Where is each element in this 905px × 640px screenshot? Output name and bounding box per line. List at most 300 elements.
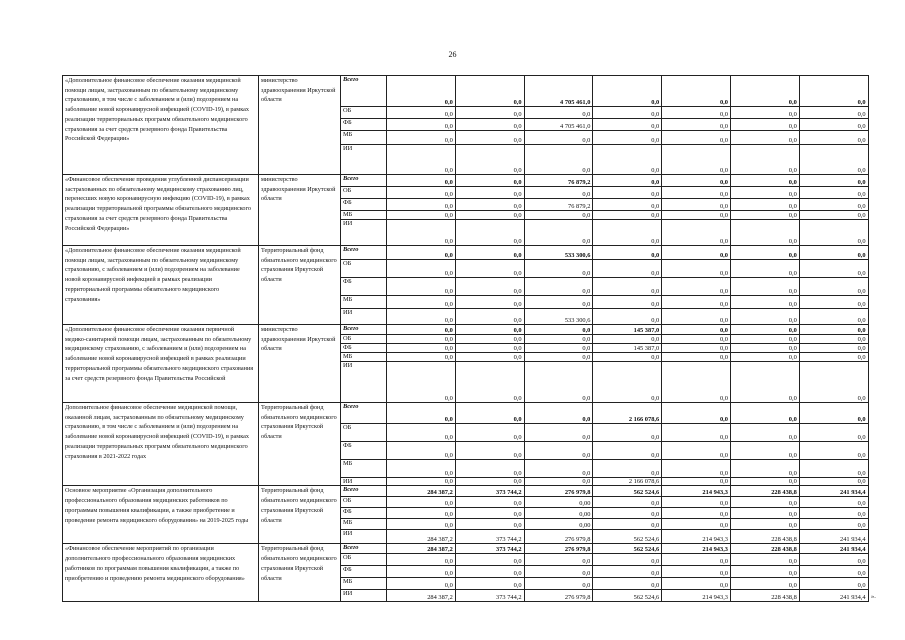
amount-cell: 241 934,4 — [799, 544, 868, 554]
amount-cell: 0,0 — [799, 335, 868, 344]
responsible-executor: Территориальный фонд обязательного медицинского страхования Иркутской области — [259, 486, 341, 544]
amount-cell: 0,0 — [593, 131, 662, 145]
amount-cell: 0,0 — [593, 260, 662, 278]
amount-cell: 0,0 — [387, 107, 456, 119]
amount-cell: 0,0 — [387, 554, 456, 566]
amount-cell: 0,0 — [593, 145, 662, 175]
amount-cell: 228 438,8 — [730, 530, 799, 544]
amount-cell: 214 943,3 — [662, 590, 731, 602]
amount-cell: 0,0 — [799, 107, 868, 119]
amount-cell: 0,0 — [455, 325, 524, 335]
amount-cell: 0,0 — [455, 508, 524, 519]
amount-cell: 0,0 — [387, 442, 456, 460]
amount-cell: 0,0 — [730, 211, 799, 220]
amount-cell: 0,0 — [730, 519, 799, 530]
amount-cell: 0,0 — [593, 578, 662, 590]
amount-cell: 0,0 — [662, 566, 731, 578]
amount-cell: 241 934,4 — [799, 590, 868, 602]
amount-cell: 0,0 — [455, 278, 524, 296]
amount-cell: 214 943,3 — [662, 530, 731, 544]
amount-cell: 0,0 — [799, 260, 868, 278]
amount-cell: 0,0 — [799, 246, 868, 260]
amount-cell: 0,0 — [730, 278, 799, 296]
amount-cell: 0,0 — [387, 460, 456, 478]
amount-cell: 0,0 — [387, 519, 456, 530]
amount-cell: 2 166 078,6 — [593, 478, 662, 486]
amount-cell: 276 979,8 — [524, 530, 593, 544]
amount-cell: 0,0 — [455, 424, 524, 442]
amount-cell: 0,0 — [524, 478, 593, 486]
funding-source-label: ФБ — [341, 566, 387, 578]
amount-cell: 0,0 — [730, 424, 799, 442]
amount-cell: 0,0 — [593, 353, 662, 362]
responsible-executor: Территориальный фонд обязательного медицинского страхования Иркутской области — [259, 403, 341, 486]
amount-cell: 0,0 — [387, 220, 456, 246]
amount-cell: 0,0 — [799, 508, 868, 519]
amount-cell: 0,0 — [799, 199, 868, 211]
amount-cell: 0,0 — [387, 296, 456, 309]
amount-cell: 0,0 — [730, 508, 799, 519]
funding-source-label: ИИ — [341, 145, 387, 175]
funding-source-label: МБ — [341, 211, 387, 220]
amount-cell: 0,0 — [387, 578, 456, 590]
activity-description: «Финансовое обеспечение проведения углубленной диспансеризации застрахованных по обязательному медицинскому страхованию лиц, перенесших новую коронавирусную инфекцию (COVID-19), в рамках реализации территориальной программы обязательного медицинского страхования за счет средств резервного фонда Правительства Российской Федерации» — [63, 175, 259, 246]
amount-cell: 373 744,2 — [455, 590, 524, 602]
amount-cell: 0,0 — [662, 246, 731, 260]
amount-cell: 0,0 — [730, 578, 799, 590]
funding-source-label: Всего — [341, 246, 387, 260]
amount-cell: 0,0 — [593, 335, 662, 344]
amount-cell: 0,0 — [593, 107, 662, 119]
amount-cell: 0,0 — [524, 353, 593, 362]
amount-cell: 0,0 — [387, 131, 456, 145]
funding-source-label: ИИ — [341, 309, 387, 325]
funding-source-label: ОБ — [341, 107, 387, 119]
amount-cell: 0,00 — [524, 508, 593, 519]
amount-cell: 0,0 — [730, 107, 799, 119]
table-row — [63, 246, 869, 260]
amount-cell: 284 387,2 — [387, 590, 456, 602]
amount-cell: 0,0 — [455, 175, 524, 187]
amount-cell: 0,0 — [730, 246, 799, 260]
amount-cell: 0,0 — [799, 145, 868, 175]
funding-source-label: ОБ — [341, 335, 387, 344]
amount-cell: 0,0 — [387, 325, 456, 335]
amount-cell: 0,0 — [387, 175, 456, 187]
funding-source-label: ИИ — [341, 530, 387, 544]
amount-cell: 0,0 — [455, 246, 524, 260]
amount-cell: 0,0 — [662, 119, 731, 131]
amount-cell: 0,0 — [730, 554, 799, 566]
amount-cell: 0,0 — [730, 131, 799, 145]
amount-cell: 0,0 — [593, 211, 662, 220]
amount-cell: 0,0 — [387, 278, 456, 296]
amount-cell: 0,0 — [455, 353, 524, 362]
amount-cell: 0,0 — [387, 403, 456, 424]
amount-cell: 0,0 — [593, 76, 662, 107]
amount-cell: 0,0 — [662, 442, 731, 460]
amount-cell: 0,0 — [387, 344, 456, 353]
funding-source-label: МБ — [341, 353, 387, 362]
amount-cell: 0,0 — [524, 442, 593, 460]
amount-cell: 228 438,8 — [730, 544, 799, 554]
funding-source-label: ИИ — [341, 590, 387, 602]
amount-cell: 214 943,3 — [662, 486, 731, 497]
amount-cell: 0,0 — [799, 278, 868, 296]
amount-cell: 0,0 — [799, 497, 868, 508]
amount-cell: 0,0 — [387, 246, 456, 260]
amount-cell: 0,0 — [524, 211, 593, 220]
amount-cell: 0,0 — [799, 187, 868, 199]
amount-cell: 0,0 — [730, 497, 799, 508]
amount-cell: 0,0 — [455, 220, 524, 246]
amount-cell: 214 943,3 — [662, 544, 731, 554]
amount-cell: 0,0 — [455, 145, 524, 175]
amount-cell: 0,0 — [730, 296, 799, 309]
amount-cell: 0,0 — [455, 187, 524, 199]
funding-source-label: Всего — [341, 486, 387, 497]
activity-description: Основное мероприятие «Организация дополнительного профессионального образования медицинских работников по программам повышения квалификации, а также приобретение и проведение ремонта медицинского оборудования» на 2019-2025 годы — [63, 486, 259, 544]
amount-cell: 0,0 — [387, 211, 456, 220]
amount-cell: 0,0 — [524, 460, 593, 478]
amount-cell: 0,0 — [593, 220, 662, 246]
amount-cell: 0,0 — [730, 403, 799, 424]
amount-cell: 0,00 — [524, 497, 593, 508]
amount-cell: 0,0 — [593, 175, 662, 187]
funding-source-label: Всего — [341, 325, 387, 335]
amount-cell: 2 166 078,6 — [593, 403, 662, 424]
amount-cell: 0,0 — [524, 566, 593, 578]
amount-cell: 4 705 461,0 — [524, 76, 593, 107]
amount-cell: 0,0 — [455, 442, 524, 460]
amount-cell: 0,0 — [593, 296, 662, 309]
amount-cell: 0,0 — [730, 175, 799, 187]
amount-cell: 0,0 — [662, 362, 731, 403]
amount-cell: 0,0 — [799, 442, 868, 460]
amount-cell: 0,0 — [662, 344, 731, 353]
amount-cell: 0,0 — [799, 519, 868, 530]
closing-quote-mark: ». — [871, 593, 876, 600]
amount-cell: 0,0 — [593, 519, 662, 530]
amount-cell: 0,0 — [799, 76, 868, 107]
funding-source-label: ФБ — [341, 119, 387, 131]
amount-cell: 0,0 — [662, 478, 731, 486]
table-row — [63, 403, 869, 424]
amount-cell: 0,0 — [593, 460, 662, 478]
amount-cell: 0,0 — [524, 296, 593, 309]
amount-cell: 0,0 — [799, 131, 868, 145]
amount-cell: 0,0 — [387, 508, 456, 519]
amount-cell: 0,0 — [662, 325, 731, 335]
amount-cell: 0,0 — [455, 460, 524, 478]
funding-source-label: МБ — [341, 460, 387, 478]
funding-source-label: ФБ — [341, 344, 387, 353]
amount-cell: 0,0 — [524, 554, 593, 566]
amount-cell: 0,0 — [455, 403, 524, 424]
amount-cell: 0,0 — [730, 566, 799, 578]
amount-cell: 76 879,2 — [524, 175, 593, 187]
amount-cell: 0,0 — [593, 119, 662, 131]
amount-cell: 0,0 — [662, 424, 731, 442]
funding-source-label: ОБ — [341, 424, 387, 442]
amount-cell: 0,0 — [662, 187, 731, 199]
funding-source-label: МБ — [341, 519, 387, 530]
funding-source-label: ОБ — [341, 554, 387, 566]
funding-source-label: Всего — [341, 544, 387, 554]
amount-cell: 0,0 — [387, 145, 456, 175]
amount-cell: 0,0 — [799, 566, 868, 578]
amount-cell: 0,0 — [799, 403, 868, 424]
amount-cell: 0,0 — [730, 335, 799, 344]
amount-cell: 0,0 — [455, 211, 524, 220]
amount-cell: 0,0 — [524, 187, 593, 199]
amount-cell: 0,0 — [799, 424, 868, 442]
amount-cell: 0,0 — [730, 220, 799, 246]
responsible-executor: министерство здравоохранения Иркутской области — [259, 175, 341, 246]
amount-cell: 0,0 — [455, 309, 524, 325]
amount-cell: 0,0 — [593, 566, 662, 578]
amount-cell: 0,0 — [730, 344, 799, 353]
funding-source-label: ИИ — [341, 478, 387, 486]
amount-cell: 0,0 — [524, 325, 593, 335]
amount-cell: 0,0 — [524, 403, 593, 424]
amount-cell: 284 387,2 — [387, 486, 456, 497]
amount-cell: 0,0 — [730, 478, 799, 486]
amount-cell: 0,0 — [662, 554, 731, 566]
funding-source-label: ОБ — [341, 497, 387, 508]
amount-cell: 0,0 — [799, 554, 868, 566]
amount-cell: 0,00 — [524, 519, 593, 530]
amount-cell: 0,0 — [662, 107, 731, 119]
amount-cell: 0,0 — [387, 335, 456, 344]
amount-cell: 284 387,2 — [387, 544, 456, 554]
amount-cell: 0,0 — [662, 278, 731, 296]
amount-cell: 0,0 — [387, 76, 456, 107]
amount-cell: 0,0 — [455, 260, 524, 278]
amount-cell: 0,0 — [662, 353, 731, 362]
amount-cell: 228 438,8 — [730, 486, 799, 497]
amount-cell: 0,0 — [593, 424, 662, 442]
amount-cell: 0,0 — [662, 497, 731, 508]
funding-source-label: ФБ — [341, 199, 387, 211]
amount-cell: 4 705 461,0 — [524, 119, 593, 131]
amount-cell: 0,0 — [662, 519, 731, 530]
amount-cell: 0,0 — [455, 362, 524, 403]
amount-cell: 0,0 — [593, 497, 662, 508]
amount-cell: 0,0 — [524, 335, 593, 344]
amount-cell: 0,0 — [593, 187, 662, 199]
amount-cell: 0,0 — [455, 344, 524, 353]
amount-cell: 0,0 — [662, 403, 731, 424]
amount-cell: 0,0 — [593, 309, 662, 325]
amount-cell: 0,0 — [387, 260, 456, 278]
amount-cell: 0,0 — [730, 145, 799, 175]
amount-cell: 0,0 — [455, 296, 524, 309]
amount-cell: 0,0 — [387, 353, 456, 362]
table-row — [63, 544, 869, 554]
amount-cell: 0,0 — [730, 260, 799, 278]
amount-cell: 0,0 — [524, 220, 593, 246]
amount-cell: 0,0 — [799, 119, 868, 131]
amount-cell: 0,0 — [524, 344, 593, 353]
amount-cell: 0,0 — [524, 578, 593, 590]
activity-description: Дополнительное финансовое обеспечение медицинской помощи, оказанной лицам, застрахованным по обязательному медицинскому страхованию, в том числе с заболеванием и (или) подозрением на заболевание новой коронавирусной инфекцией (COVID-19), в рамках реализации территориальных программ обязательного медицинского страхования в 2021-2022 годах — [63, 403, 259, 486]
table-row — [63, 76, 869, 107]
amount-cell: 0,0 — [387, 119, 456, 131]
amount-cell: 373 744,2 — [455, 544, 524, 554]
amount-cell: 145 387,0 — [593, 325, 662, 335]
amount-cell: 0,0 — [662, 296, 731, 309]
amount-cell: 0,0 — [799, 220, 868, 246]
amount-cell: 0,0 — [455, 107, 524, 119]
amount-cell: 0,0 — [662, 175, 731, 187]
amount-cell: 0,0 — [730, 353, 799, 362]
amount-cell: 0,0 — [524, 260, 593, 278]
amount-cell: 562 524,6 — [593, 544, 662, 554]
activity-description: «Дополнительное финансовое обеспечение оказания медицинской помощи лицам, застрахованным по обязательному медицинскому страхованию, с заболеванием и (или) подозрением на заболевание новой коронавирусной инфекцией в рамках реализации территориальной программы обязательного медицинского страхования» — [63, 246, 259, 325]
amount-cell: 0,0 — [730, 76, 799, 107]
amount-cell: 0,0 — [455, 335, 524, 344]
amount-cell: 0,0 — [593, 278, 662, 296]
funding-source-label: ФБ — [341, 278, 387, 296]
amount-cell: 0,0 — [662, 76, 731, 107]
amount-cell: 0,0 — [455, 131, 524, 145]
funding-source-label: Всего — [341, 76, 387, 107]
amount-cell: 0,0 — [799, 175, 868, 187]
amount-cell: 0,0 — [662, 131, 731, 145]
amount-cell: 0,0 — [730, 309, 799, 325]
amount-cell: 0,0 — [662, 309, 731, 325]
amount-cell: 0,0 — [730, 187, 799, 199]
funding-source-label: ФБ — [341, 442, 387, 460]
amount-cell: 0,0 — [799, 296, 868, 309]
amount-cell: 0,0 — [730, 325, 799, 335]
funding-source-label: МБ — [341, 296, 387, 309]
amount-cell: 0,0 — [524, 107, 593, 119]
amount-cell: 0,0 — [662, 211, 731, 220]
amount-cell: 0,0 — [593, 508, 662, 519]
amount-cell: 0,0 — [799, 211, 868, 220]
amount-cell: 241 934,4 — [799, 486, 868, 497]
amount-cell: 0,0 — [799, 460, 868, 478]
amount-cell: 0,0 — [799, 325, 868, 335]
amount-cell: 373 744,2 — [455, 530, 524, 544]
amount-cell: 0,0 — [455, 578, 524, 590]
amount-cell: 0,0 — [799, 309, 868, 325]
amount-cell: 0,0 — [662, 508, 731, 519]
responsible-executor: министерство здравоохранения Иркутской области — [259, 325, 341, 403]
amount-cell: 0,0 — [593, 199, 662, 211]
amount-cell: 0,0 — [593, 246, 662, 260]
amount-cell: 562 524,6 — [593, 530, 662, 544]
amount-cell: 0,0 — [455, 554, 524, 566]
amount-cell: 0,0 — [730, 460, 799, 478]
amount-cell: 0,0 — [455, 478, 524, 486]
amount-cell: 0,0 — [662, 335, 731, 344]
funding-source-label: ИИ — [341, 220, 387, 246]
amount-cell: 284 387,2 — [387, 530, 456, 544]
amount-cell: 0,0 — [730, 119, 799, 131]
amount-cell: 0,0 — [730, 442, 799, 460]
amount-cell: 0,0 — [593, 442, 662, 460]
amount-cell: 533 300,6 — [524, 309, 593, 325]
amount-cell: 0,0 — [799, 344, 868, 353]
activity-description: «Финансовое обеспечение мероприятий по организации дополнительного профессионального образования медицинских работников по программам повышения квалификации, а также по приобретению и проведению ремонта медицинского оборудования» — [63, 544, 259, 602]
amount-cell: 0,0 — [593, 362, 662, 403]
page-number: 26 — [448, 50, 457, 59]
funding-source-label: ОБ — [341, 187, 387, 199]
amount-cell: 533 300,6 — [524, 246, 593, 260]
amount-cell: 228 438,8 — [730, 590, 799, 602]
amount-cell: 0,0 — [387, 478, 456, 486]
amount-cell: 0,0 — [455, 76, 524, 107]
activity-description: «Дополнительное финансовое обеспечение оказания медицинской помощи лицам, застрахованным по обязательному медицинскому страхованию, в том числе с заболеванием и (или) подозрением на заболевание новой коронавирусной инфекцией (COVID-19), в рамках реализации территориальных программ обязательного медицинского страхования за счет средств резервного фонда Правительства Российской Федерации» — [63, 76, 259, 175]
amount-cell: 0,0 — [662, 578, 731, 590]
amount-cell: 0,0 — [799, 353, 868, 362]
amount-cell: 276 979,8 — [524, 486, 593, 497]
amount-cell: 0,0 — [387, 362, 456, 403]
amount-cell: 0,0 — [455, 566, 524, 578]
amount-cell: 0,0 — [730, 199, 799, 211]
activity-description: «Дополнительное финансовое обеспечение оказания первичной медико-санитарной помощи лицам, застрахованным по обязательному медицинскому страхованию, с заболеванием и (или) подозрением на заболевание новой коронавирусной инфекцией в рамках реализации территориальной программы обязательного медицинского страхования за счет средств резервного фонда Правительства Российской — [63, 325, 259, 403]
amount-cell: 0,0 — [387, 309, 456, 325]
amount-cell: 0,0 — [524, 131, 593, 145]
amount-cell: 0,0 — [387, 187, 456, 199]
amount-cell: 0,0 — [524, 278, 593, 296]
amount-cell: 0,0 — [387, 199, 456, 211]
amount-cell: 0,0 — [387, 497, 456, 508]
funding-source-label: ИИ — [341, 362, 387, 403]
budget-table — [62, 75, 869, 602]
table-row — [63, 325, 869, 335]
amount-cell: 0,0 — [524, 424, 593, 442]
amount-cell: 276 979,8 — [524, 544, 593, 554]
amount-cell: 0,0 — [387, 424, 456, 442]
amount-cell: 0,0 — [662, 460, 731, 478]
funding-source-label: МБ — [341, 578, 387, 590]
responsible-executor: Территориальный фонд обязательного медицинского страхования Иркутской области — [259, 544, 341, 602]
funding-source-label: Всего — [341, 175, 387, 187]
amount-cell: 562 524,6 — [593, 590, 662, 602]
amount-cell: 0,0 — [524, 362, 593, 403]
table-row — [63, 175, 869, 187]
funding-source-label: МБ — [341, 131, 387, 145]
amount-cell: 76 879,2 — [524, 199, 593, 211]
amount-cell: 0,0 — [662, 199, 731, 211]
amount-cell: 145 387,0 — [593, 344, 662, 353]
amount-cell: 0,0 — [455, 119, 524, 131]
amount-cell: 0,0 — [662, 260, 731, 278]
amount-cell: 0,0 — [799, 578, 868, 590]
amount-cell: 0,0 — [730, 362, 799, 403]
amount-cell: 0,0 — [662, 145, 731, 175]
funding-source-label: ФБ — [341, 508, 387, 519]
amount-cell: 562 524,6 — [593, 486, 662, 497]
amount-cell: 0,0 — [455, 497, 524, 508]
amount-cell: 0,0 — [593, 554, 662, 566]
table-row — [63, 486, 869, 497]
amount-cell: 0,0 — [524, 145, 593, 175]
amount-cell: 0,0 — [799, 362, 868, 403]
amount-cell: 0,0 — [455, 519, 524, 530]
amount-cell: 241 934,4 — [799, 530, 868, 544]
amount-cell: 0,0 — [799, 478, 868, 486]
amount-cell: 0,0 — [387, 566, 456, 578]
funding-source-label: Всего — [341, 403, 387, 424]
funding-source-label: ОБ — [341, 260, 387, 278]
responsible-executor: Территориальный фонд обязательного медицинского страхования Иркутской области — [259, 246, 341, 325]
amount-cell: 0,0 — [455, 199, 524, 211]
